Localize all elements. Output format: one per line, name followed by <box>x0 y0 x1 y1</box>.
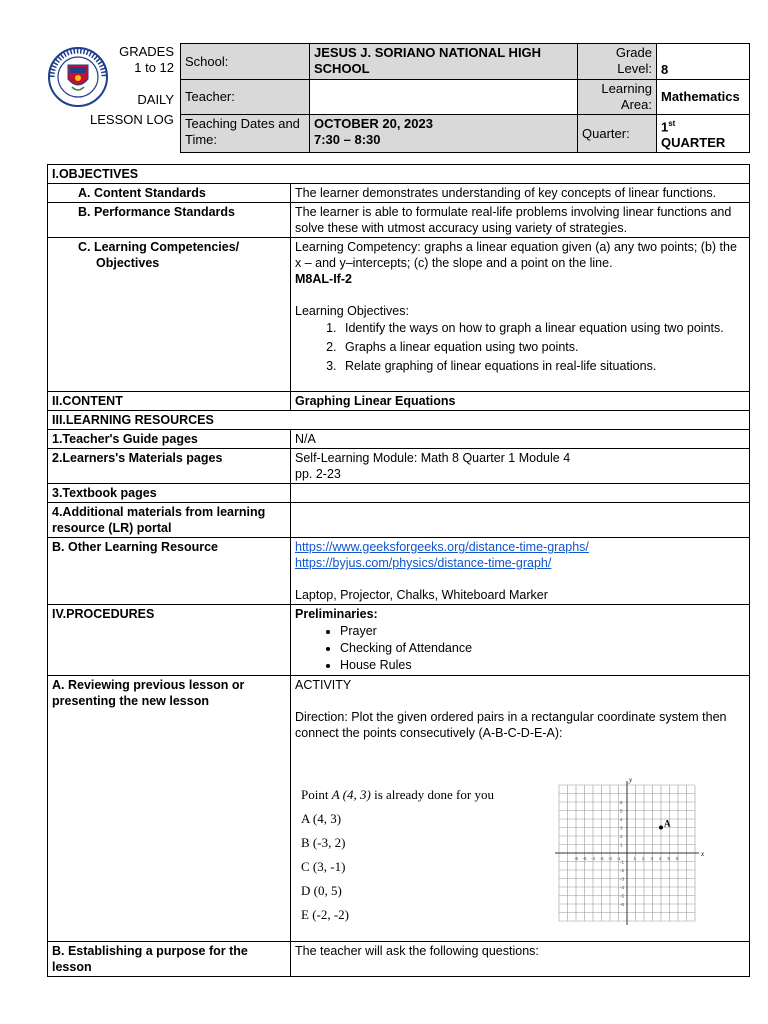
teacher-label: Teacher: <box>181 80 310 115</box>
objectives-heading: I.OBJECTIVES <box>48 165 750 184</box>
tick-label: 6 <box>676 856 679 861</box>
content-value: Graphing Linear Equations <box>291 392 750 411</box>
tick-label: -3 <box>620 876 625 882</box>
competencies-label: C. Learning Competencies/ Objectives <box>48 238 291 392</box>
tick-label: 2 <box>620 834 623 839</box>
tick-label: 2 <box>642 856 645 861</box>
competency-text: Learning Competency: graphs a linear equation given (a) any two points; (b) the x – and y–intercepts; (c) the slope and a point on the line. <box>295 240 737 270</box>
learning-area-value: Mathematics <box>657 80 750 115</box>
establishing-purpose-value: The teacher will ask the following questions: <box>291 942 750 977</box>
deped-seal-logo <box>48 47 108 107</box>
lesson-log-table <box>47 164 750 977</box>
preliminaries-cell <box>291 605 750 676</box>
content-standards-value: The learner demonstrates understanding of key concepts of linear functions. <box>291 184 750 203</box>
other-resource-label: B. Other Learning Resource <box>48 538 291 605</box>
activity-heading: ACTIVITY <box>295 678 352 692</box>
competencies-cell <box>291 238 750 392</box>
procedures-heading: IV.PROCEDURES <box>48 605 291 676</box>
equipment-text: Laptop, Projector, Chalks, Whiteboard Marker <box>295 588 548 602</box>
tick-label: 4 <box>620 817 623 822</box>
activity-cell <box>291 676 750 942</box>
byjus-link[interactable]: https://byjus.com/physics/distance-time-graph/ <box>295 556 552 570</box>
ordered-pairs-list <box>301 783 494 927</box>
content-heading: II.CONTENT <box>48 392 291 411</box>
tick-label: -2 <box>620 868 625 873</box>
activity-figure <box>295 777 745 932</box>
tick-label: 6 <box>620 800 623 805</box>
point-item: D (0, 5) <box>301 883 342 898</box>
x-axis-label: x <box>701 850 705 858</box>
point-item: B (-3, 2) <box>301 835 346 850</box>
tick-label: 5 <box>620 808 623 814</box>
teacher-value <box>310 80 578 115</box>
dates-value: OCTOBER 20, 2023 7:30 – 8:30 <box>310 115 578 153</box>
coordinate-plane <box>553 777 713 927</box>
teachers-guide-value: N/A <box>291 430 750 449</box>
grades-label: GRADES <box>119 44 174 59</box>
additional-materials-label: 4.Additional materials from learning resource (LR) portal <box>48 503 291 538</box>
additional-materials-value <box>291 503 750 538</box>
textbook-value <box>291 484 750 503</box>
quarter-value: 1st QUARTER <box>657 115 750 153</box>
lesson-log-label: LESSON LOG <box>90 112 174 127</box>
tick-label: -1 <box>620 859 625 865</box>
learning-area-label: Learning Area: <box>578 80 657 115</box>
dates-label: Teaching Dates and Time: <box>181 115 310 153</box>
tick-label: -6 <box>574 856 579 861</box>
point-item: A (4, 3) <box>301 811 342 826</box>
learners-materials-label: 2.Learners's Materials pages <box>48 449 291 484</box>
preliminaries-list <box>295 623 745 673</box>
tick-label: -4 <box>591 856 596 861</box>
establishing-purpose-label: B. Establishing a purpose for the lesson <box>48 942 291 977</box>
tick-label: 1 <box>633 856 637 861</box>
content-standards-label: A. Content Standards <box>48 184 291 203</box>
tick-label: -4 <box>620 885 625 890</box>
daily-label: DAILY <box>137 92 174 107</box>
learning-objectives-heading: Learning Objectives: <box>295 304 409 318</box>
grade-level-label: Grade Level: <box>578 44 657 80</box>
preliminaries-heading: Preliminaries: <box>295 607 378 621</box>
tick-label: 1 <box>620 842 623 848</box>
school-label: School: <box>181 44 310 80</box>
point-a-marker <box>659 826 663 830</box>
teachers-guide-label: 1.Teacher's Guide pages <box>48 430 291 449</box>
learners-materials-value: Self-Learning Module: Math 8 Quarter 1 Module 4 pp. 2-23 <box>291 449 750 484</box>
tick-label: -6 <box>620 902 625 907</box>
geeksforgeeks-link[interactable]: https://www.geeksforgeeks.org/distance-time-graphs/ <box>295 540 589 554</box>
point-a-label: A <box>664 818 671 829</box>
school-value: JESUS J. SORIANO NATIONAL HIGH SCHOOL <box>310 44 578 80</box>
other-resource-cell <box>291 538 750 605</box>
learning-objectives-list <box>295 320 745 374</box>
tick-label: 3 <box>650 856 654 861</box>
learning-resources-heading: III.LEARNING RESOURCES <box>48 411 750 430</box>
list-item: • House Rules <box>340 657 745 673</box>
list-item: • Checking of Attendance <box>340 640 745 656</box>
performance-standards-value: The learner is able to formulate real-life problems involving linear functions and solve these with utmost accuracy using variety of strategies. <box>291 203 750 238</box>
list-item: 1. Identify the ways on how to graph a linear equation using two points. <box>340 320 745 336</box>
header-table <box>180 43 750 153</box>
tick-label: -1 <box>616 856 621 861</box>
direction-text: Direction: Plot the given ordered pairs in a rectangular coordinate system then connect the points consecutively (A-B-C-D-E-A): <box>295 710 727 740</box>
competency-code: M8AL-If-2 <box>295 272 352 286</box>
y-axis-label: y <box>629 777 633 784</box>
grade-level-value: 8 <box>657 44 750 80</box>
tick-label: -3 <box>599 856 604 861</box>
quarter-label: Quarter: <box>578 115 657 153</box>
list-item: • Prayer <box>340 623 745 639</box>
tick-label: 5 <box>667 856 671 861</box>
tick-label: -5 <box>620 893 625 899</box>
performance-standards-label: B. Performance Standards <box>48 203 291 238</box>
point-item: E (-2, -2) <box>301 907 350 922</box>
list-item: 3. Relate graphing of linear equations in real-life situations. <box>340 358 745 374</box>
point-note: Point A (4, 3) is already done for you <box>301 787 494 802</box>
point-item: C (3, -1) <box>301 859 346 874</box>
reviewing-lesson-label: A. Reviewing previous lesson or presenting the new lesson <box>48 676 291 942</box>
tick-label: 4 <box>659 856 662 861</box>
tick-label: -5 <box>582 856 587 861</box>
list-item: 2. Graphs a linear equation using two points. <box>340 339 745 355</box>
tick-label: -2 <box>608 856 613 861</box>
tick-label: 3 <box>620 825 623 831</box>
grades-range: 1 to 12 <box>134 60 174 75</box>
textbook-label: 3.Textbook pages <box>48 484 291 503</box>
